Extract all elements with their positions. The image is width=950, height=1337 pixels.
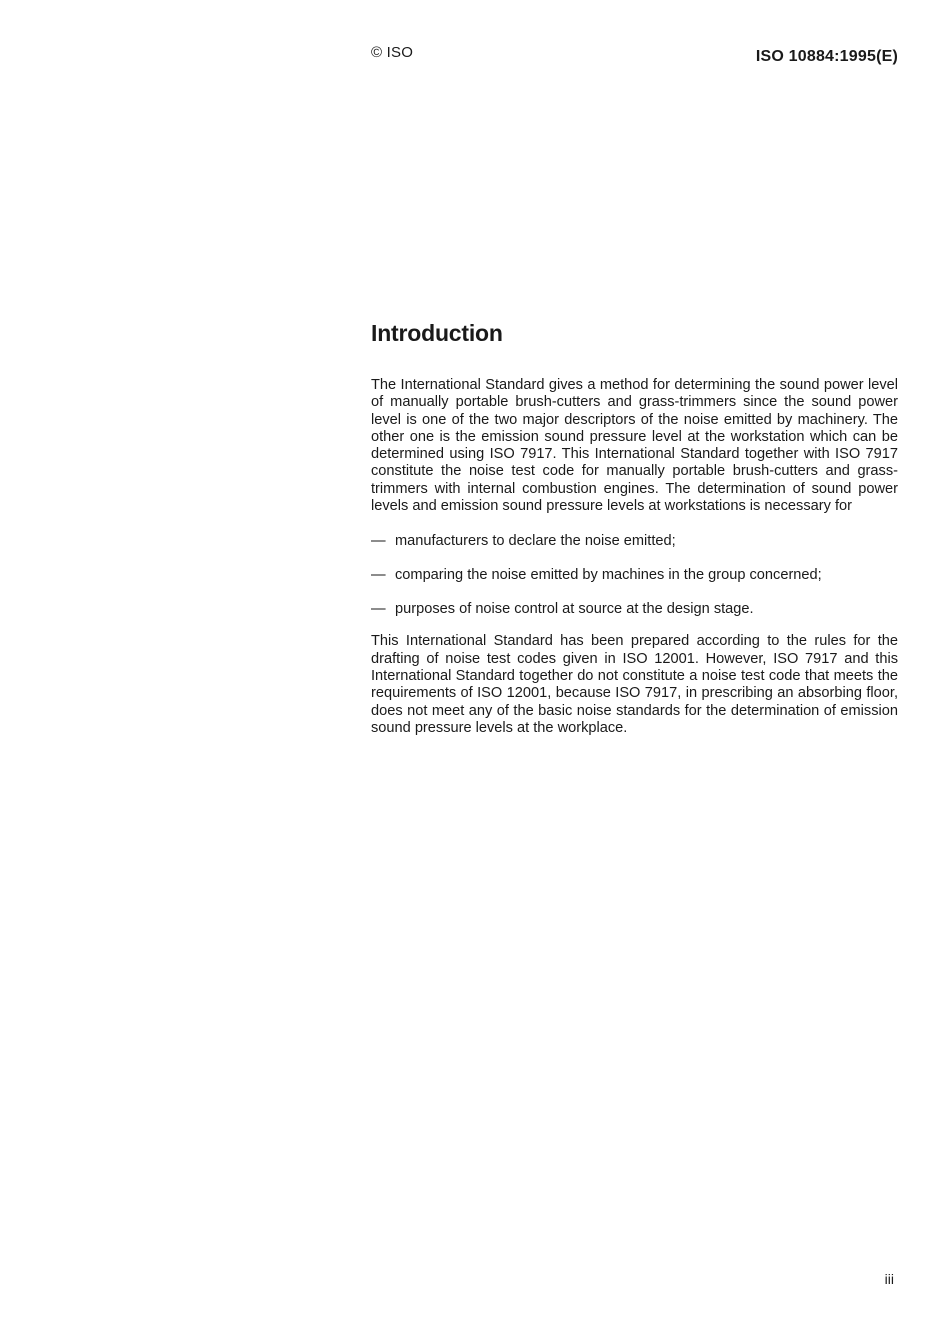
intro-paragraph-1: The International Standard gives a method for determining the sound power level of manually portable brush-cutters and grass-trimmers since the sound power level is one of the two major descriptors of the noise emitted by machinery. The other one is the emission sound pressure level at the workstation which can be determined using ISO 7917. This International Standard together with ISO 7917 constitute the noise test code for manually portable brush-cutters and grass-trimmers with internal combustion engines. The determination of sound power levels and emission sound pressure levels at workstations is necessary for — [371, 377, 898, 515]
section-title: Introduction — [371, 320, 503, 346]
copyright-notice: © ISO — [371, 44, 414, 61]
list-dash: — — [371, 567, 386, 584]
intro-paragraph-2: This International Standard has been prepared according to the rules for the drafting of noise test codes given in ISO 12001. However, ISO 7917 and this International Standard together do not constitute a noise test code that meets the requirements of ISO 12001, because ISO 7917, in prescribing an absorbing floor, does not meet any of the basic noise standards for the determination of emission sound pressure levels at the workplace. — [371, 633, 898, 736]
list-item-text: purposes of noise control at source at the design stage. — [395, 601, 754, 618]
list-dash: — — [371, 601, 386, 618]
list-item — [371, 601, 898, 618]
introduction-section — [371, 320, 898, 737]
list-item-text: manufacturers to declare the noise emitted; — [395, 533, 676, 550]
list-item — [371, 567, 898, 584]
list-item — [371, 533, 898, 550]
page-number: iii — [884, 1271, 894, 1287]
list-item-text: comparing the noise emitted by machines in the group concerned; — [395, 567, 822, 584]
purpose-list — [371, 533, 898, 618]
document-identifier: ISO 10884:1995(E) — [755, 48, 898, 65]
list-dash: — — [371, 533, 386, 550]
